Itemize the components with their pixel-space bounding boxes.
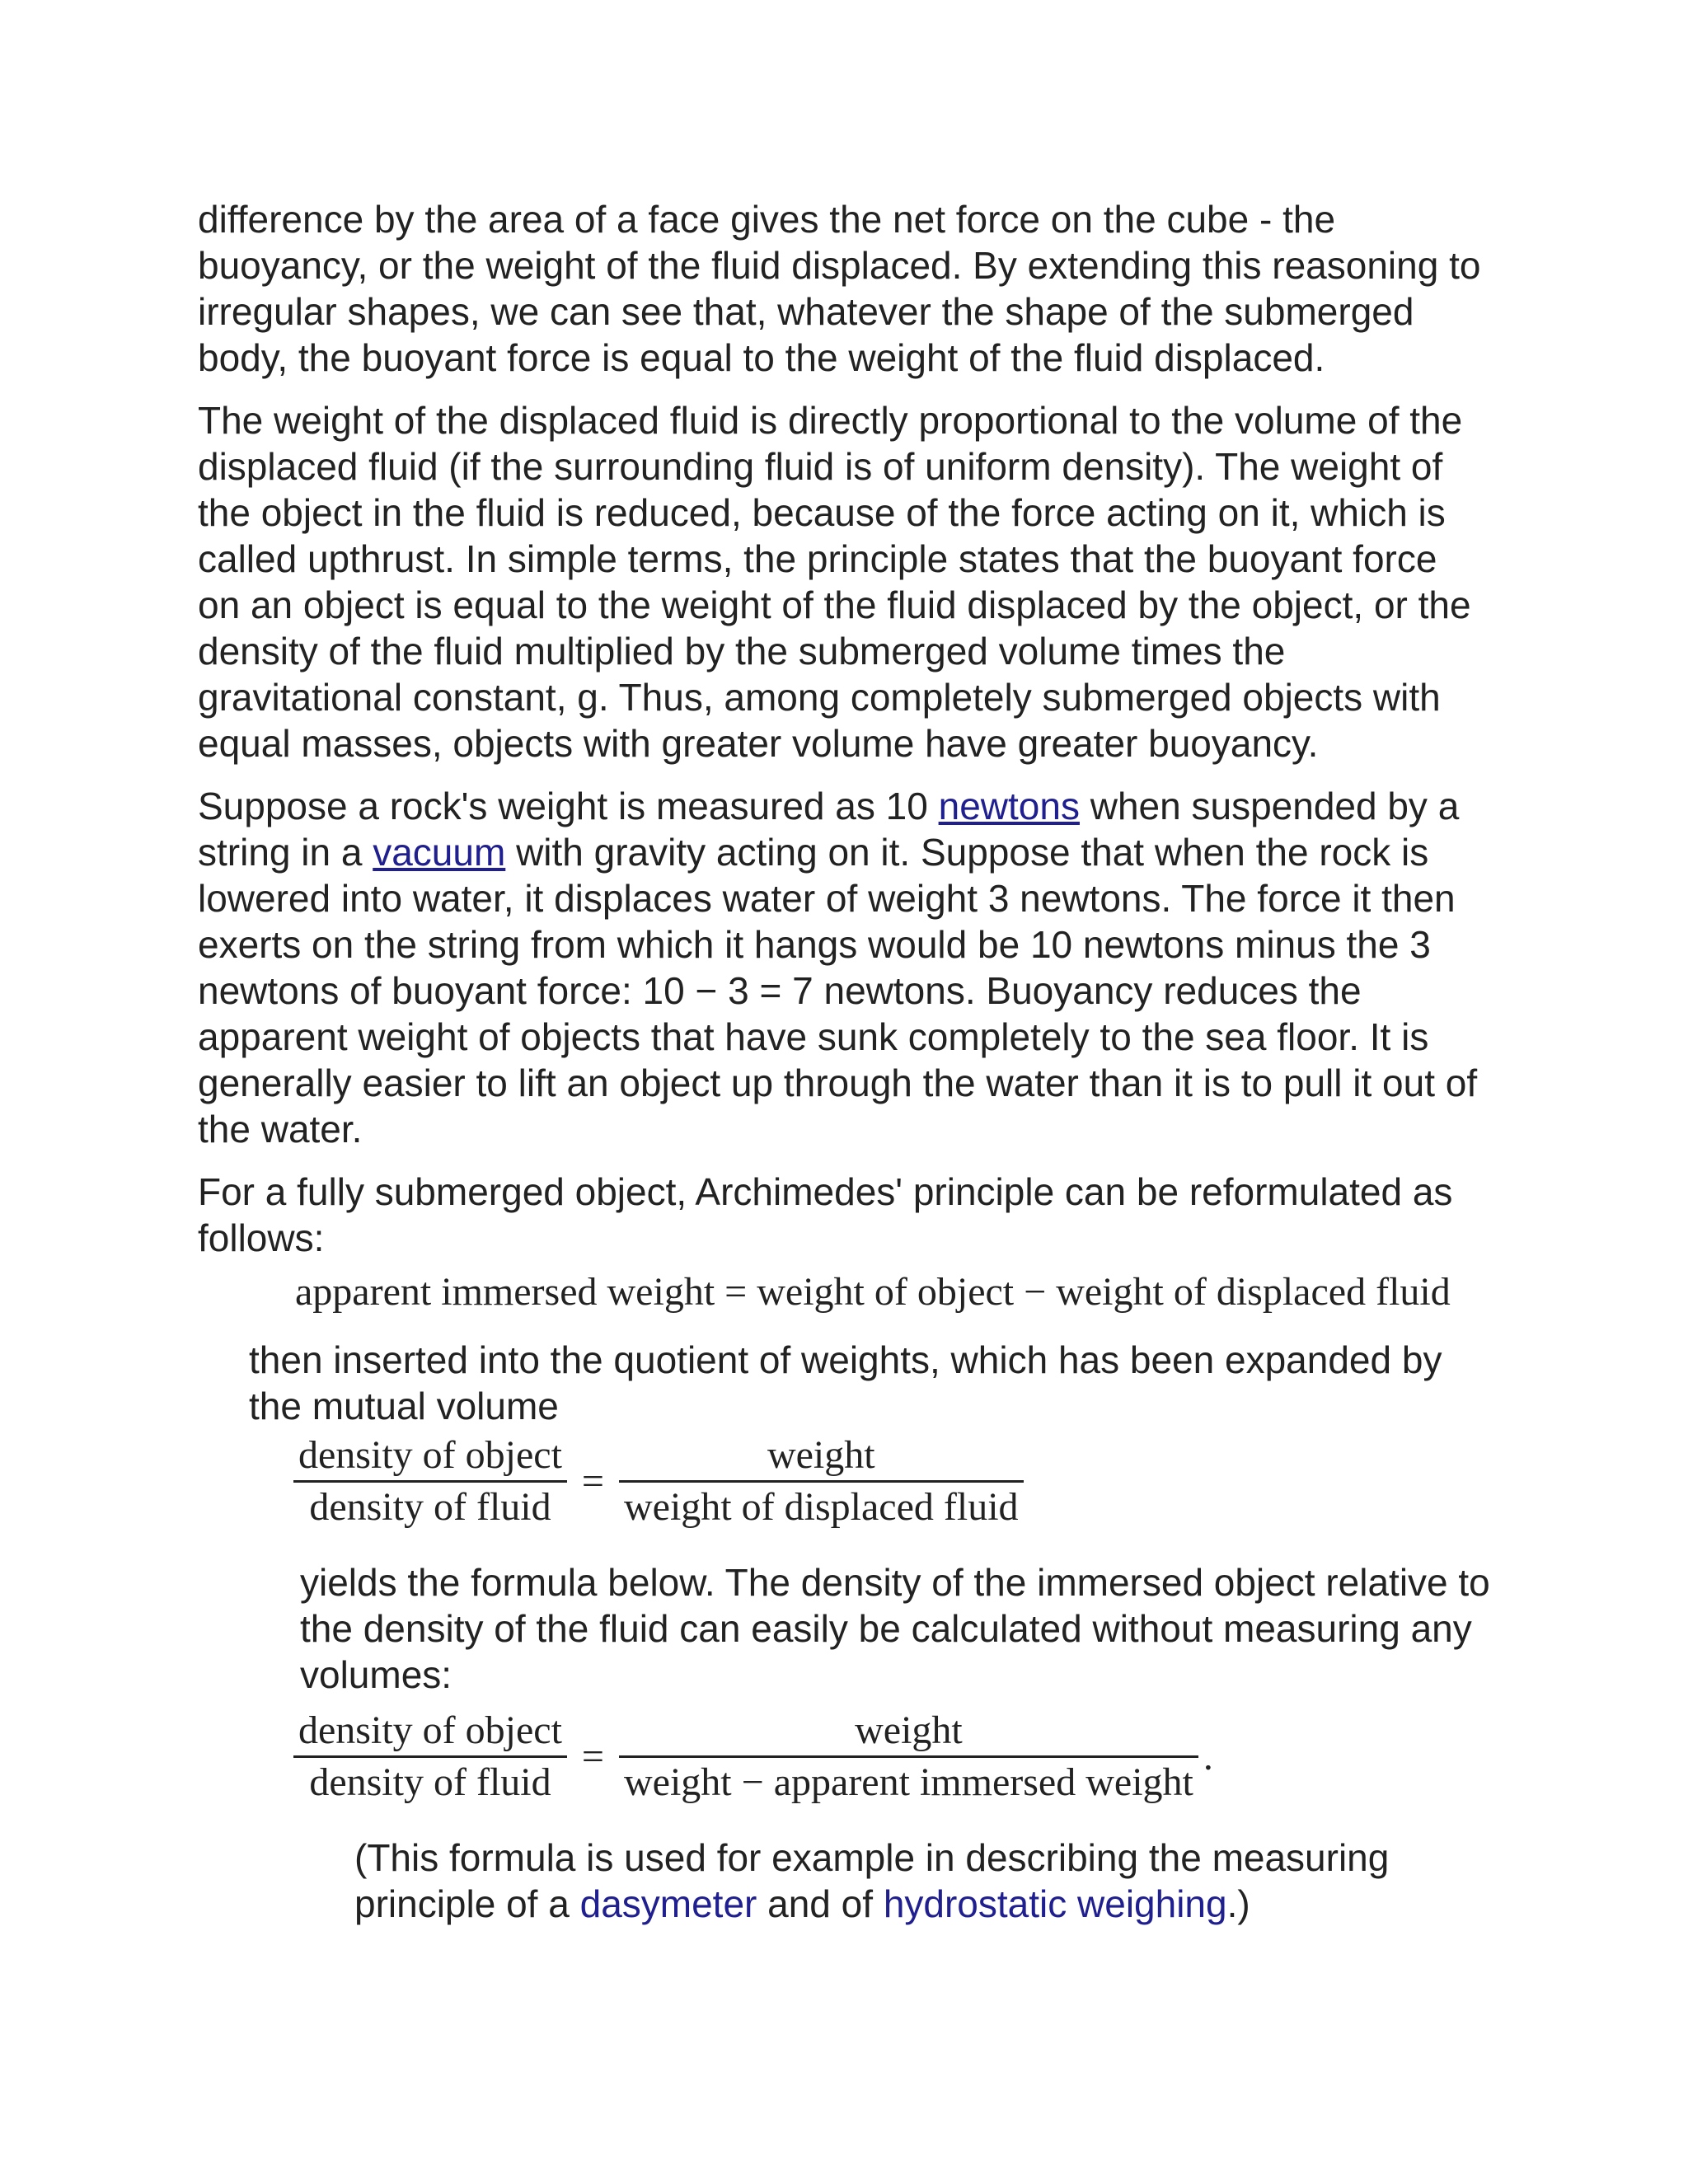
- paragraph-buoyancy-cube: difference by the area of a face gives the net force on the cube - the buoyancy, or the weight of the fluid displaced. By extending this reasoning to irregular shapes, we can see that, whatever the shape of the submerged body, the buoyant force is equal to the weight of the fluid displaced.: [198, 198, 1481, 379]
- paragraph-formula-intro: yields the formula below. The density of the immersed object relative to the density of the fluid can easily be calculated without measuring any volumes:: [300, 1561, 1490, 1696]
- paragraph-text: when suspended by a string in a: [198, 785, 1460, 874]
- equation-relative-density: [293, 1706, 1213, 1807]
- fraction-numerator: density of object: [298, 1433, 562, 1477]
- paragraph-formula-usage: [354, 1835, 1492, 1927]
- equals-sign: =: [581, 1460, 604, 1503]
- equals-sign: =: [581, 1735, 604, 1779]
- link-newtons[interactable]: newtons: [938, 785, 1080, 827]
- fraction-denominator: weight of displaced fluid: [624, 1485, 1019, 1529]
- equation-density-ratio: [293, 1431, 1024, 1532]
- link-vacuum[interactable]: vacuum: [373, 831, 506, 874]
- fraction-denominator: density of fluid: [309, 1485, 551, 1529]
- fraction-denominator: density of fluid: [309, 1760, 551, 1804]
- fraction-numerator: density of object: [298, 1708, 562, 1752]
- paragraph-text: Suppose a rock's weight is measured as 10: [198, 785, 939, 827]
- fraction-numerator: weight: [855, 1708, 963, 1752]
- equation-apparent-weight: apparent immersed weight = weight of object − weight of displaced fluid: [295, 1270, 1451, 1314]
- paragraph-text: with gravity acting on it. Suppose that when the rock is lowered into water, it displaces water of weight 3 newtons. The force it then exerts on the string from which it hangs would be 10 newtons minus the 3 newtons of buoyant force: 10 − 3 = 7 newtons. Buoyancy reduces the apparent weight of objects that have sunk completely to the sea floor. It is generally easier to lift an object up through the water than it is to pull it out of the water.: [198, 831, 1478, 1151]
- paragraph-text: .): [1226, 1882, 1250, 1925]
- link-dasymeter[interactable]: dasymeter: [579, 1882, 757, 1925]
- fraction-numerator: weight: [767, 1433, 875, 1477]
- paragraph-text: (This formula is used for example in describing the measuring principle of a: [354, 1836, 1390, 1925]
- paragraph-reformulation: For a fully submerged object, Archimedes' principle can be reformulated as follows:: [198, 1170, 1453, 1259]
- paragraph-text: and of: [757, 1882, 884, 1925]
- link-hydrostatic-weighing[interactable]: hydrostatic weighing: [883, 1882, 1227, 1925]
- fraction-denominator: weight − apparent immersed weight: [624, 1760, 1193, 1804]
- fraction-density-left: [293, 1431, 567, 1532]
- paragraph-quotient: then inserted into the quotient of weights, which has been expanded by the mutual volume: [249, 1338, 1442, 1427]
- fraction-weight-right: [619, 1706, 1198, 1807]
- fraction-density-left: [293, 1706, 567, 1807]
- paragraph-rock-example: [198, 783, 1484, 1152]
- paragraph-displaced-fluid: The weight of the displaced fluid is directly proportional to the volume of the displaced fluid (if the surrounding fluid is of uniform density). The weight of the object in the fluid is reduced, because of the force acting on it, which is called upthrust. In simple terms, the principle states that the buoyant force on an object is equal to the weight of the fluid displaced by the object, or the density of the fluid multiplied by the submerged volume times the gravitational constant, g. Thus, among completely submerged objects with equal masses, objects with greater volume have greater buoyancy.: [198, 399, 1471, 765]
- equation-period: .: [1203, 1735, 1213, 1779]
- fraction-weight-right: [619, 1431, 1024, 1532]
